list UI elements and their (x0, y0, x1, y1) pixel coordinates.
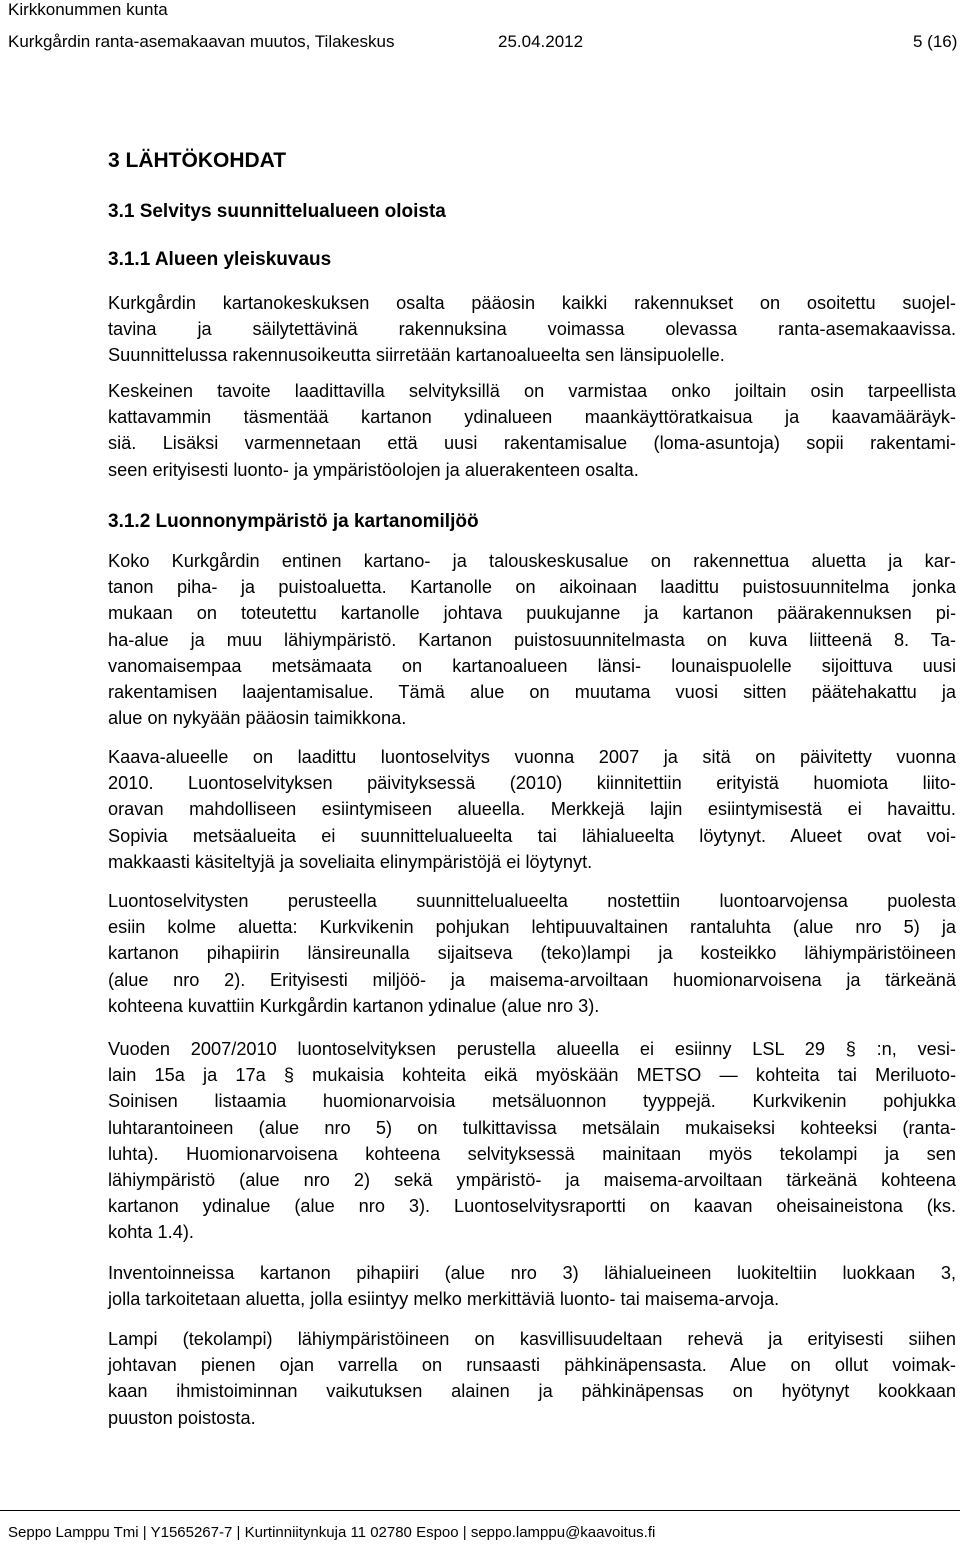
footer-text: Seppo Lamppu Tmi | Y1565267-7 | Kurtinniitynkuja 11 02780 Espoo | seppo.lamppu@kaavoitus.fi (8, 1524, 656, 1541)
text-line: kohta 1.4). (108, 1222, 194, 1243)
text-line: esiin kolme aluetta: Kurkvikenin pohjukan lehtipuuvaltainen rantaluhta (alue nro 5) ja (108, 917, 956, 938)
text-line: kattavammin täsmentää kartanon ydinalueen maankäyttöratkaisua ja kaavamääräyk- (108, 407, 956, 428)
footer-divider (0, 1510, 960, 1511)
paragraph-luontoarvot (108, 888, 956, 1019)
paragraph-yleiskuvaus-1 (108, 290, 956, 369)
text-line: Luontoselvitysten perusteella suunnittelualueelta nostettiin luontoarvojensa puolesta (108, 891, 956, 911)
text-line: Sopivia metsäalueita ei suunnittelualueelta tai lähialueelta löytynyt. Alueet ovat voi- (108, 825, 956, 846)
text-line: (alue nro 2). Erityisesti miljöö- ja maisema-arvoiltaan huomionarvoisena ja tärkeänä (108, 969, 956, 990)
text-line: seen erityisesti luonto- ja ympäristöolojen ja aluerakenteen osalta. (108, 459, 639, 480)
text-line: siä. Lisäksi varmennetaan että uusi rakentamisalue (loma-asuntoja) sopii rakentami- (108, 433, 956, 454)
text-line: Kurkgårdin kartanokeskuksen osalta pääosin kaikki rakennukset on osoitettu suojel- (108, 293, 956, 313)
header-organization: Kirkkonummen kunta (8, 0, 168, 19)
paragraph-luontoselvitys-2007 (108, 744, 956, 875)
text-line: johtavan pienen ojan varrella on runsaasti pähkinäpensasta. Alue on ollut voimak- (108, 1355, 956, 1376)
text-line: tanon piha- ja puistoaluetta. Kartanolle on aikoinaan laadittu puistosuunnitelma jonka (108, 577, 956, 598)
heading-selvitys: 3.1 Selvitys suunnittelualueen oloista (108, 201, 446, 222)
text-line: Kaava-alueelle on laadittu luontoselvitys vuonna 2007 ja sitä on päivitetty vuonna (108, 747, 956, 767)
text-line: makkaasti käsiteltyjä ja soveliaita elinympäristöjä ei löytynyt. (108, 851, 593, 872)
text-line: kohteena kuvattiin Kurkgårdin kartanon ydinalue (alue nro 3). (108, 995, 600, 1016)
text-line: Keskeinen tavoite laadittavilla selvityksillä on varmistaa onko joiltain osin tarpeellista (108, 381, 956, 401)
text-line: kartanon pihapiirin länsireunalla sijaitseva (teko)lampi ja kosteikko lähiympäristöineen (108, 943, 956, 964)
text-line: Suunnittelussa rakennusoikeutta siirretään kartanoalueelta sen länsipuolelle. (108, 345, 725, 366)
heading-lahtokohdat: 3 LÄHTÖKOHDAT (108, 149, 287, 172)
text-line: jolla tarkoitetaan aluetta, jolla esiintyy melko merkittäviä luonto- tai maisema-arvoja. (108, 1289, 780, 1310)
paragraph-lsl-kohteet (108, 1036, 956, 1246)
paragraph-inventoinnit (108, 1260, 956, 1312)
paragraph-luonnonymparisto-1 (108, 548, 956, 731)
header-page-number: 5 (16) (913, 32, 958, 51)
header-document-title: Kurkgårdin ranta-asemakaavan muutos, Tilakeskus (8, 32, 395, 51)
text-line: tavina ja säilytettävinä rakennuksina voimassa olevassa ranta-asemakaavissa. (108, 319, 956, 340)
text-line: 2010. Luontoselvityksen päivityksessä (2010) kiinnitettiin erityistä huomiota liito- (108, 773, 956, 794)
text-line: Vuoden 2007/2010 luontoselvityksen perustella alueella ei esiinny LSL 29 § :n, vesi- (108, 1039, 956, 1059)
text-line: Lampi (tekolampi) lähiympäristöineen on kasvillisuudeltaan rehevä ja erityisesti siihen (108, 1329, 956, 1349)
heading-luonnonymparisto: 3.1.2 Luonnonympäristö ja kartanomiljöö (108, 511, 479, 532)
text-line: oravan mahdolliseen esiintymiseen alueella. Merkkejä lajin esiintymisestä ei havaittu. (108, 799, 956, 820)
header-date: 25.04.2012 (498, 32, 584, 51)
text-line: luhta). Huomionarvoisena kohteena selvityksessä mainitaan myös tekolampi ja sen (108, 1143, 956, 1164)
text-line: lain 15a ja 17a § mukaisia kohteita eikä myöskään METSO — kohteita tai Meriluoto- (108, 1065, 956, 1086)
text-line: Koko Kurkgårdin entinen kartano- ja talouskeskusalue on rakennettua aluetta ja kar- (108, 551, 956, 571)
text-line: ha-alue ja muu lähiympäristö. Kartanon puistosuunnitelmasta on kuva liitteenä 8. Ta- (108, 629, 956, 650)
text-line: vanomaisempaa metsämaata on kartanoalueen länsi- lounaispuolelle sijoittuva uusi (108, 655, 956, 676)
text-line: luhtarantoineen (alue nro 5) on tulkittavissa metsälain mukaiseksi kohteeksi (ranta- (108, 1117, 956, 1138)
text-line: mukaan on toteutettu kartanolle johtava puukujanne ja kartanon päärakennuksen pi- (108, 603, 956, 624)
paragraph-lampi (108, 1326, 956, 1431)
text-line: kartanon ydinalue (alue nro 3). Luontoselvitysraportti on kaavan oheisaineistona (ks. (108, 1196, 956, 1217)
text-line: Soinisen listaamia huomionarvoisia metsäluonnon tyyppejä. Kurkvikenin pohjukka (108, 1091, 956, 1112)
text-line: Inventoinneissa kartanon pihapiiri (alue nro 3) lähialueineen luokiteltiin luokkaan 3, (108, 1263, 956, 1283)
text-line: rakentamisen laajentamisalue. Tämä alue on muutama vuosi sitten päätehakattu ja (108, 681, 956, 702)
text-line: kaan ihmistoiminnan vaikutuksen alainen ja pähkinäpensas on hyötynyt kookkaan (108, 1381, 956, 1402)
text-line: puuston poistosta. (108, 1407, 256, 1428)
heading-alueen-yleiskuvaus: 3.1.1 Alueen yleiskuvaus (108, 249, 332, 270)
text-line: alue on nykyään pääosin taimikkona. (108, 708, 407, 729)
text-line: lähiympäristö (alue nro 2) sekä ympäristö- ja maisema-arvoiltaan tärkeänä kohteena (108, 1169, 956, 1190)
paragraph-yleiskuvaus-2 (108, 378, 956, 483)
